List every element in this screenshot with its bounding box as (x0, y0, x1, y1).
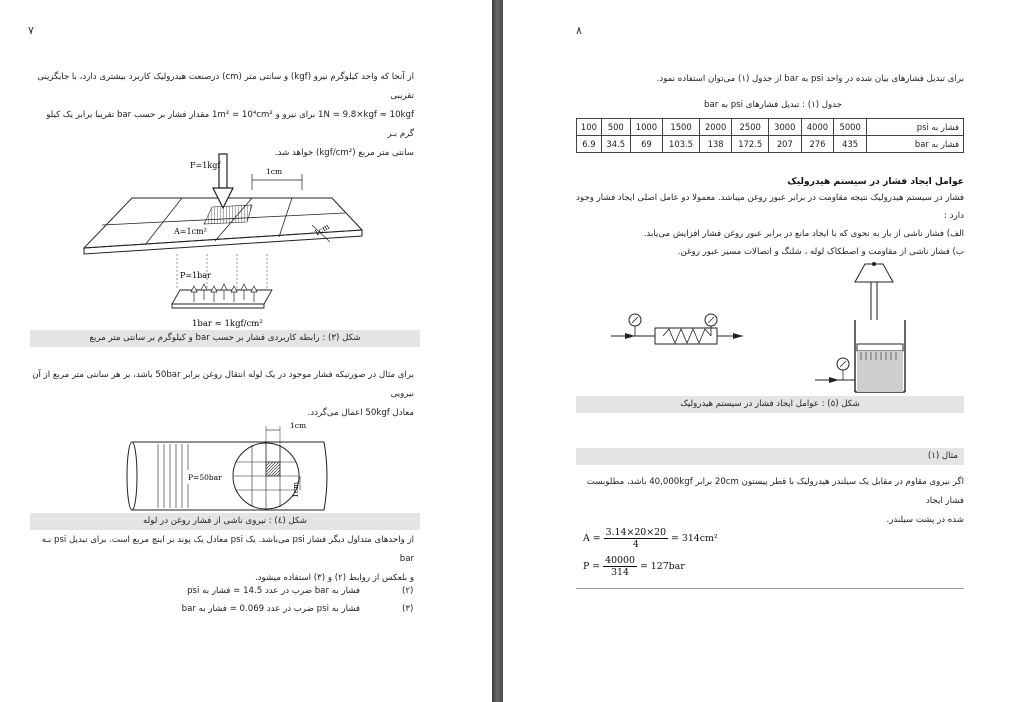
example-header-text: مثال (۱) (927, 451, 958, 461)
section-line: الف) فشار ناشی از بار به نحوی که با ایجاد مانع در برابر عبور روغن فشار افزایش می‌یابد. (643, 229, 964, 239)
equation-3: فشار به psi ضرب در عدد 0.069 = فشار به bar (181, 604, 360, 614)
psi-line: از واحدهای متداول دیگر فشار psi می‌باشد. یک psi معادل یک پوند بر اینچ مربع است. برای تبدیل psi بـه bar (41, 535, 414, 564)
example-header (576, 448, 964, 465)
area-formula (583, 527, 718, 550)
figure-4-caption: شکل (٤) : نیروی ناشی از فشار روغن در لوله (30, 513, 420, 530)
area-label: A=1cm² (174, 227, 207, 236)
psi-value: 5000 (834, 119, 867, 136)
table-title: جدول (۱) : تبدیل فشارهای psi به bar (704, 100, 842, 110)
section-paragraph (576, 189, 964, 261)
area-result: = 314cm² (671, 533, 718, 544)
example-paragraph (30, 366, 414, 423)
pressure-result: = 127bar (639, 561, 685, 572)
pressure-numerator: 40000 (605, 555, 635, 566)
pressure-formula (583, 555, 685, 578)
bar-value: 103.5 (663, 136, 700, 153)
page-number: ۸ (576, 24, 582, 37)
psi-value: 2500 (732, 119, 769, 136)
pressure-lhs: P = (583, 561, 601, 572)
page-number: ۷ (28, 24, 34, 37)
psi-value: 1500 (663, 119, 700, 136)
psi-value: 4000 (801, 119, 834, 136)
psi-paragraph (30, 531, 414, 588)
example-line: شده در پشت سیلندر. (886, 515, 964, 525)
figure-5-caption: شکل (٥) : عوامل ایجاد فشار در سیستم هیدرولیک (576, 396, 964, 413)
area-numerator: 3.14×20×20 (605, 527, 667, 538)
conversion-table (576, 118, 964, 153)
psi-row-label: فشار به psi (867, 119, 964, 136)
psi-line: و بلعکس از روابط (۲) و (۳) استفاده میشود. (254, 573, 414, 583)
fig4-width-label: 1cm (290, 421, 307, 430)
section-heading: عوامل ایجاد فشار در سیستم هیدرولیک (787, 176, 964, 187)
bar-value: 34.5 (601, 136, 630, 153)
intro-line: سانتی متر مربع (kgf/cm²) خواهد شد. (274, 148, 414, 158)
table-intro: برای تبدیل فشارهای بیان شده در واحد psi به bar از جدول (۱) می‌توان استفاده نمود. (656, 74, 964, 84)
relation-label: 1bar ≈ 1kgf/cm² (192, 319, 263, 329)
psi-value: 500 (601, 119, 630, 136)
bar-value: 435 (834, 136, 867, 153)
section-line: ب) فشار ناشی از مقاومت و اصطکاک لوله ، شلنگ و اتصالات مسیر عبور روغن. (677, 247, 964, 257)
width-label: 1cm (266, 167, 283, 176)
psi-value: 100 (577, 119, 602, 136)
bar-value: 69 (630, 136, 663, 153)
table-row (577, 119, 964, 136)
section-line: فشار در سیستم هیدرولیک نتیجه مقاومت در برابر عبور روغن میباشد. معمولا دو عامل اصلی ایجاد فشار وجود دارد : (576, 193, 964, 221)
bar-value: 276 (801, 136, 834, 153)
force-label: F=1kgf (190, 161, 221, 170)
fig4-pressure-label: P=50bar (188, 473, 222, 482)
area-denominator: 4 (632, 539, 639, 550)
section-divider (576, 588, 964, 589)
figure-4-diagram (124, 416, 330, 514)
equation-2-number: (۲) (402, 586, 414, 596)
area-fraction (604, 527, 668, 550)
psi-value: 3000 (768, 119, 801, 136)
bar-value: 6.9 (577, 136, 602, 153)
example-line: اگر نیروی مقاوم در مقابل یک سیلندر هیدرولیک با قطر پیستون 20cm برابر 40,000kgf باشد، مطلوبست فشار ایجاد (586, 477, 964, 506)
bar-value: 138 (699, 136, 732, 153)
psi-value: 1000 (630, 119, 663, 136)
figure-3-caption: شکل (۳) : رابطه کاربردی فشار بر حسب bar و کیلوگرم بر سانتی متر مربع (30, 330, 420, 347)
bar-value: 172.5 (732, 136, 769, 153)
right-page (503, 0, 1016, 702)
intro-line: 1N = 9.8×kgf ≈ 10kgf برای نیرو و 1m² = 10⁴cm² مقدار فشار بر حسب bar تقریبا برابر یک کیلو گرم بـر (46, 110, 414, 139)
pressure-label: P=1bar (180, 271, 211, 280)
psi-value: 2000 (699, 119, 732, 136)
area-lhs: A = (583, 533, 601, 544)
left-page (0, 0, 492, 702)
equation-3-number: (۳) (402, 604, 414, 614)
depth-label: 1cm (312, 221, 331, 238)
equation-2: فشار به bar ضرب در عدد 14.5 = فشار به psi (187, 586, 360, 596)
pressure-denominator: 314 (611, 567, 629, 578)
example-line: برای مثال در صورتیکه فشار موجود در یک لوله انتقال روغن برابر 50bar باشد، بر هر سانتی متر مربع از آن نیرویی (32, 370, 414, 399)
figure-5-diagram (603, 258, 923, 396)
table-row (577, 136, 964, 153)
example-line: معادل 50kgf اعمال می‌گردد. (307, 408, 414, 418)
intro-paragraph (30, 68, 414, 163)
pressure-fraction (603, 555, 637, 578)
bar-value: 207 (768, 136, 801, 153)
example-paragraph (576, 473, 964, 530)
figure-3-diagram (82, 150, 372, 332)
intro-line: از آنجا که واحد کیلوگرم نیرو (kgf) و سانتی متر (cm) درصنعت هیدرولیک کاربرد بیشتری دارد، با جایگزینی تقریبی (37, 72, 414, 101)
book-gutter (492, 0, 503, 702)
bar-row-label: فشار به bar (867, 136, 964, 153)
fig4-height-label: 1cm (291, 481, 300, 498)
